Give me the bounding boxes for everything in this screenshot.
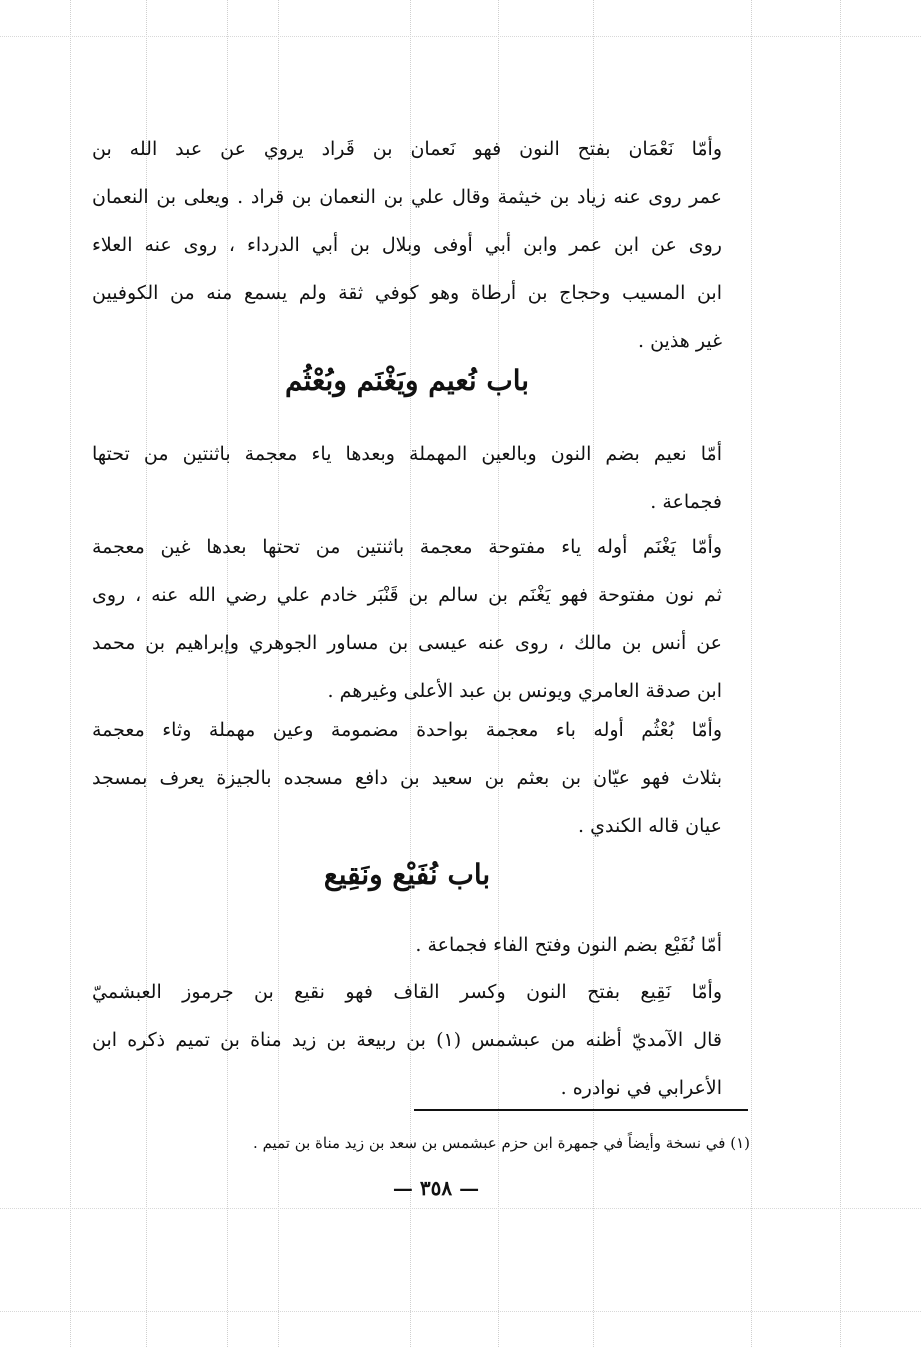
guide-line xyxy=(0,36,921,37)
paragraph-nuaym xyxy=(92,430,722,526)
text-line: عن أنس بن مالك ، روى عنه عيسى بن مساور الجوهري وإبراهيم بن محمد xyxy=(92,632,722,654)
text-line: أمّا نُفَيْع بضم النون وفتح الفاء فجماعة . xyxy=(415,934,722,956)
paragraph-nufay xyxy=(92,921,722,969)
text-line: ثم نون مفتوحة فهو يَغْنَم بن سالم بن قَنْبَر خادم علي رضي الله عنه ، روى xyxy=(92,584,722,606)
paragraph-yaghnam xyxy=(92,523,722,715)
text-line: ابن صدقة العامري ويونس بن عبد الأعلى وغيرهم . xyxy=(327,680,722,702)
footnote-divider xyxy=(414,1109,748,1111)
guide-line xyxy=(0,1311,921,1312)
text-line: وأمّا بُعْثُم أوله باء معجمة بواحدة مضمومة وعين مهملة وثاء معجمة xyxy=(92,719,722,741)
text-line: ابن المسيب وحجاج بن أرطاة وهو كوفي ثقة ولم يسمع منه من الكوفيين xyxy=(92,282,722,304)
paragraph-naman xyxy=(92,125,722,365)
text-line: بثلاث فهو عيّان بن بعثم بن سعيد بن دافع مسجده بالجيزة يعرف بمسجد xyxy=(92,767,722,789)
text-line: عيان قاله الكندي . xyxy=(578,815,722,837)
text-line: روى عن ابن عمر وابن أبي أوفى وبلال بن أبي الدرداء ، روى عنه العلاء xyxy=(92,234,722,256)
text-line: الأعرابي في نوادره . xyxy=(560,1077,722,1099)
footnote: (١) في نسخة وأيضاً في جمهرة ابن حزم عبشمس بن سعد بن زيد مناة بن تميم . xyxy=(253,1134,750,1152)
paragraph-buthum xyxy=(92,706,722,850)
guide-line xyxy=(840,0,841,1347)
page-number: — ٣٥٨ — xyxy=(392,1176,480,1200)
text-line: قال الآمديّ أظنه من عبشمس (١) بن ربيعة بن زيد مناة بن تميم ذكره ابن xyxy=(92,1029,722,1051)
guide-line xyxy=(751,0,752,1347)
text-line: فجماعة . xyxy=(650,491,722,513)
paragraph-naqi xyxy=(92,968,722,1112)
text-line: وأمّا يَغْنَم أوله ياء مفتوحة معجمة باثنتين من تحتها بعدها غين معجمة xyxy=(92,536,722,558)
guide-line xyxy=(0,1208,921,1209)
text-line: وأمّا نَقِيع بفتح النون وكسر القاف فهو نقيع بن جرموز العبشميّ xyxy=(92,981,722,1003)
section-heading-nuaym: باب نُعيم ويَغْنَم وبُعْثُم xyxy=(284,364,530,397)
guide-line xyxy=(70,0,71,1347)
text-line: وأمّا نَعْمَان بفتح النون فهو نَعمان بن قَراد يروي عن عبد الله بن xyxy=(92,138,722,160)
text-line: أمّا نعيم بضم النون وبالعين المهملة وبعدها ياء معجمة باثنتين من تحتها xyxy=(92,443,722,465)
text-line: غير هذين . xyxy=(637,330,722,352)
text-line: عمر روى عنه زياد بن خيثمة وقال علي بن النعمان بن قراد . ويعلى بن النعمان xyxy=(92,186,722,208)
section-heading-nufay: باب نُفَيْع ونَقِيع xyxy=(323,858,491,891)
